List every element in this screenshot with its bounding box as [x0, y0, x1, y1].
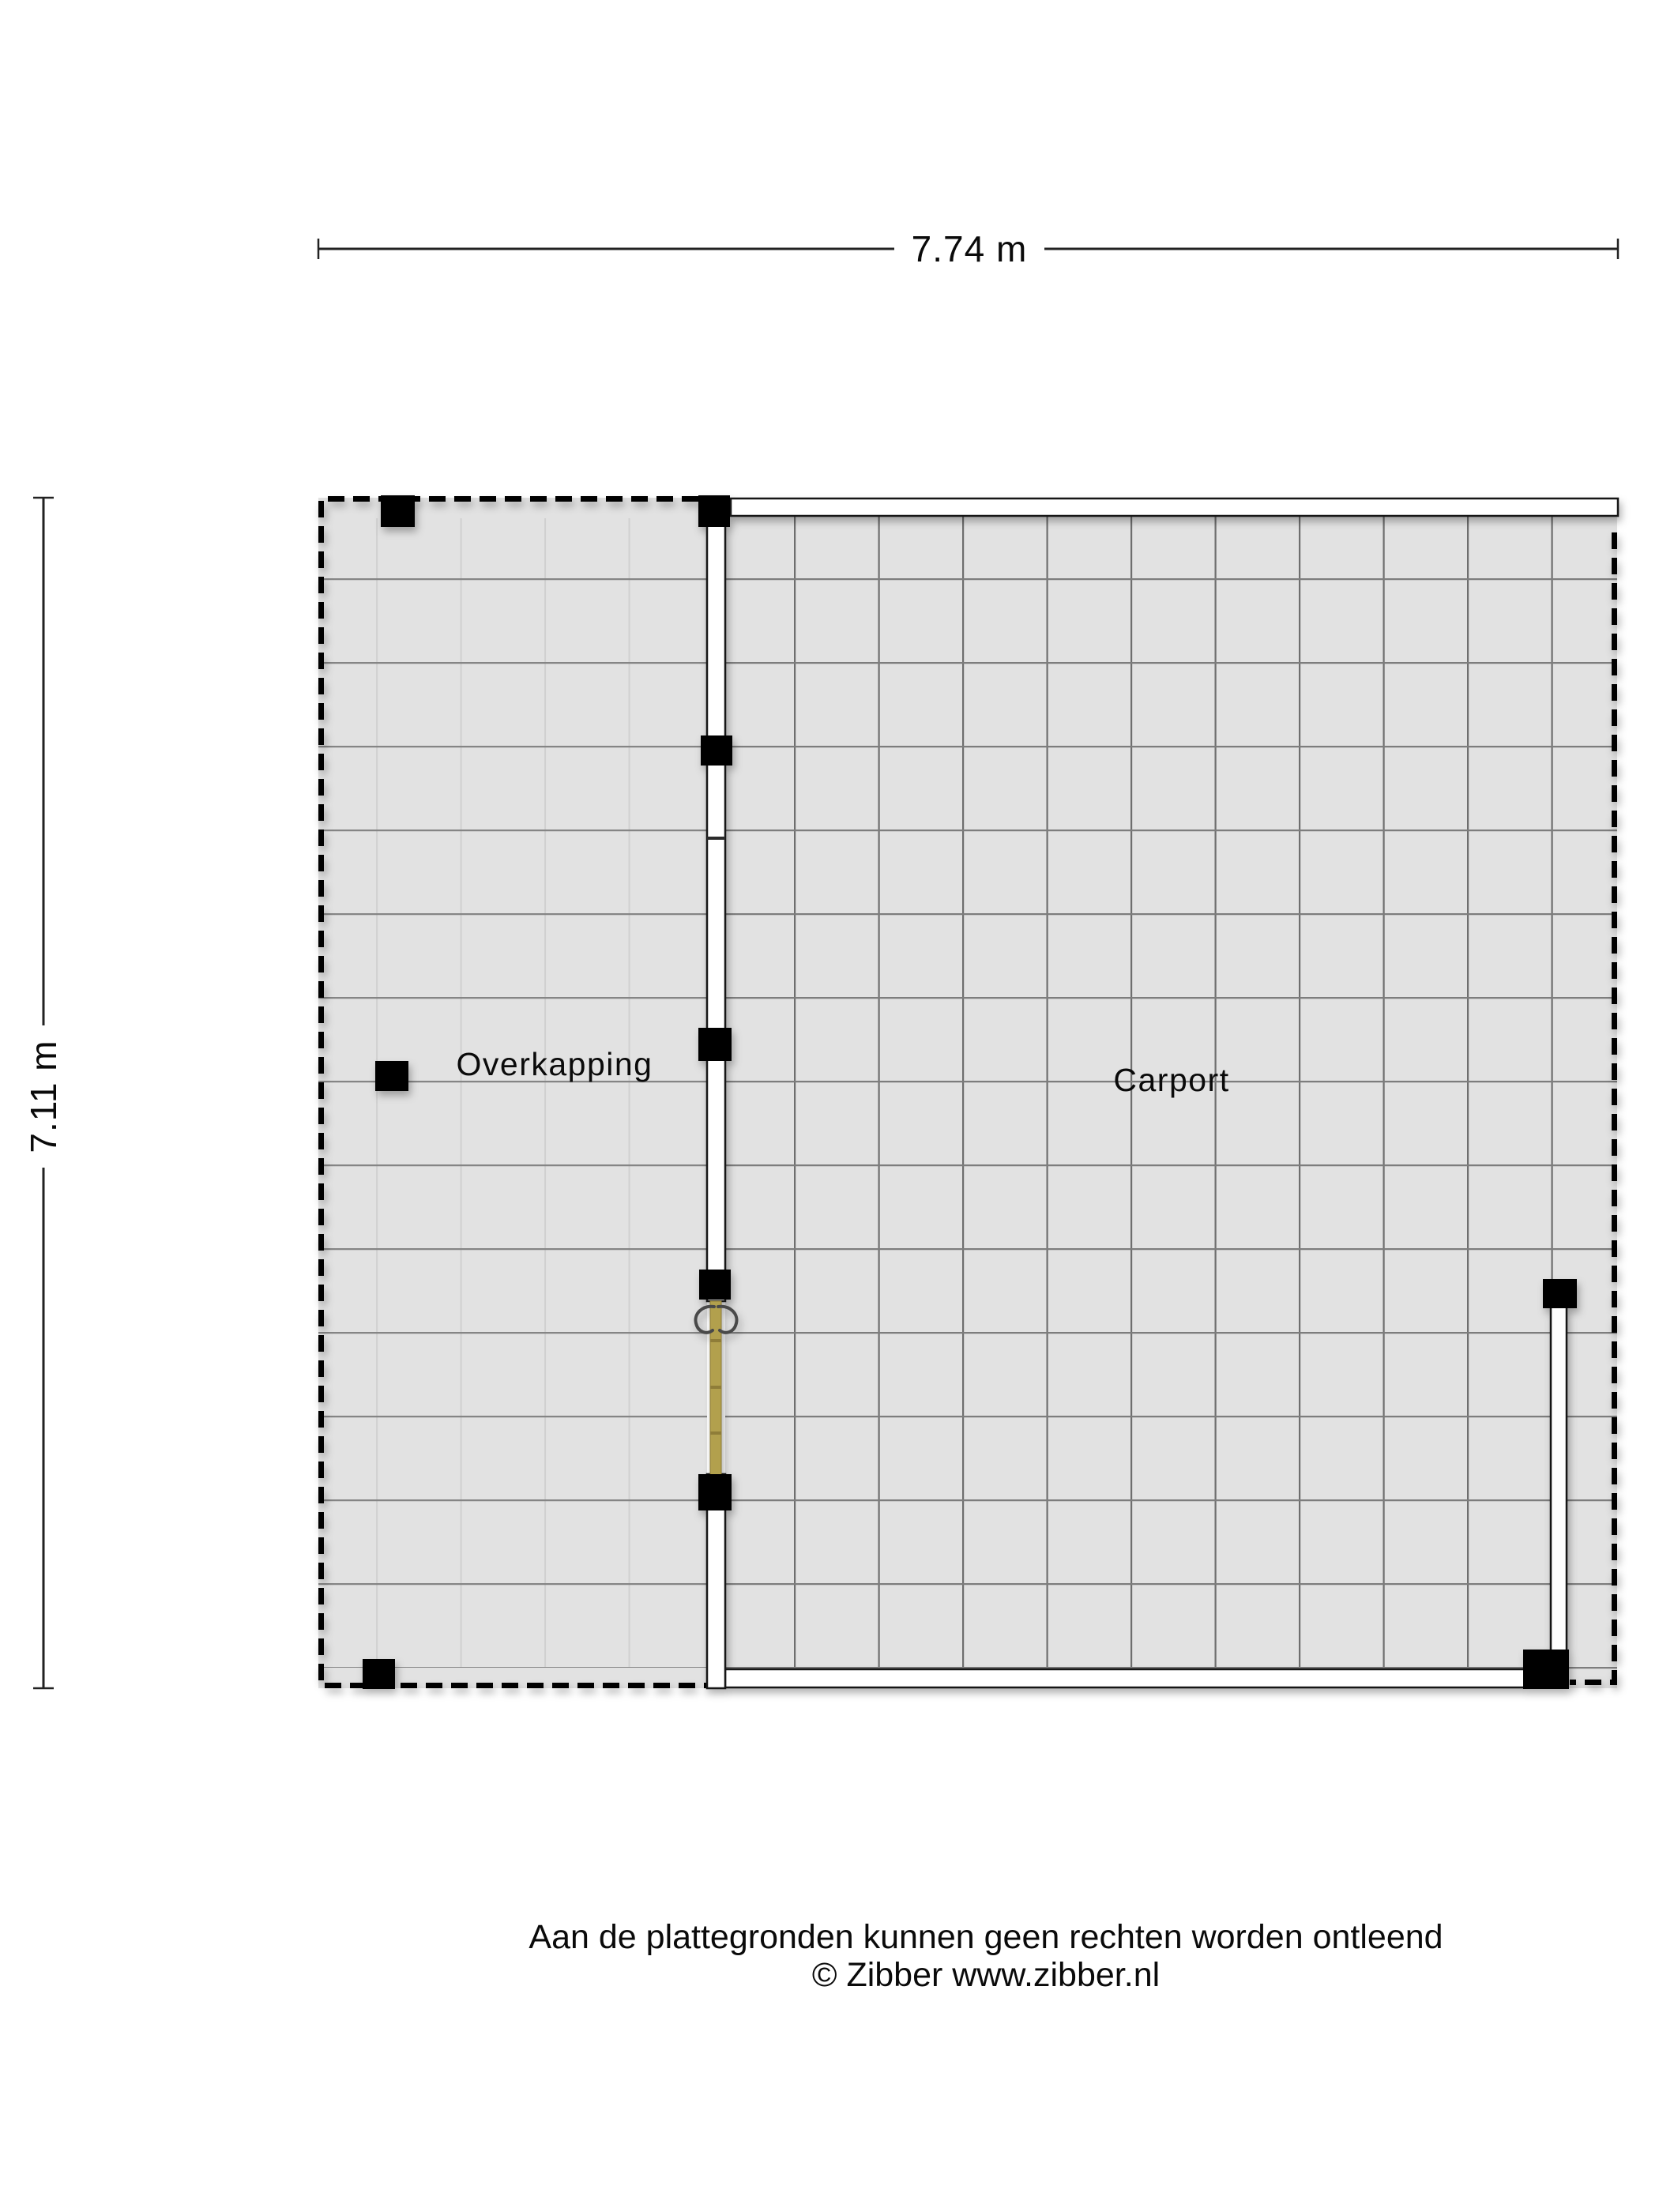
overkapping-grid [318, 518, 707, 1668]
post [381, 495, 415, 527]
post [375, 1061, 408, 1091]
overkapping-region [318, 498, 707, 1688]
post [701, 735, 732, 766]
dimension-top-label: 7.74 m [911, 228, 1028, 269]
post [1523, 1650, 1569, 1689]
room-label-overkapping: Overkapping [456, 1046, 653, 1082]
footer-disclaimer: Aan de plattegronden kunnen geen rechten worden ontleend [529, 1918, 1443, 1956]
dimension-left-label: 7.11 m [23, 1040, 64, 1153]
post [698, 495, 730, 527]
carport-right-wall [1551, 1293, 1567, 1653]
room-label-carport: Carport [1113, 1062, 1230, 1098]
post [363, 1659, 395, 1689]
center-wall-upper [707, 498, 725, 1301]
footer-copyright: © Zibber www.zibber.nl [811, 1956, 1161, 1994]
post [1543, 1279, 1577, 1308]
post [698, 1474, 732, 1510]
post [698, 1028, 732, 1061]
post [699, 1270, 731, 1300]
carport-bottom-beam [725, 1669, 1525, 1687]
carport-top-beam [731, 498, 1618, 516]
